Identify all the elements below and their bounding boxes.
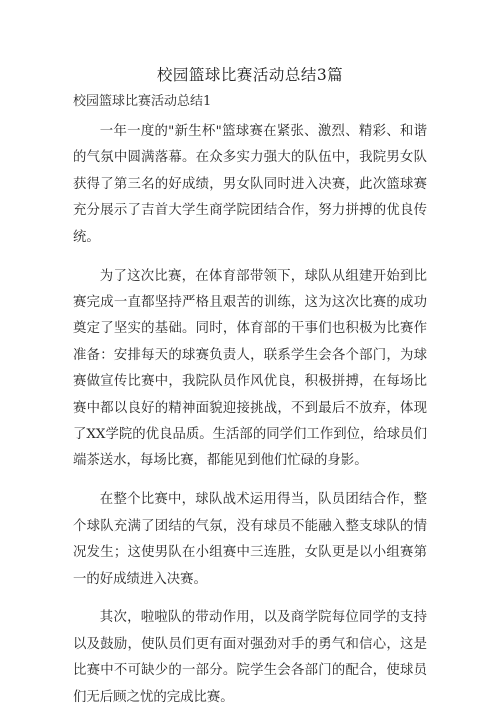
paragraph-2: 为了这次比赛，在体育部带领下，球队从组建开始到比赛完成一直都坚持严格且艰苦的训练，这为这次比赛的成功奠定了坚实的基础。同时，体育部的干事们也积极为比赛作准备：安排每天的球赛负责人，联系学生会各个部门，为球赛做宣传比赛中，我院队员作风优良，积极拼搏，在每场比赛中都以良好的精神面貌迎接挑战，不到最后不放弃，体现了XX学院的优良品质。生活部的同学们工作到位，给球员们端茶送水，每场比赛，都能见到他们忙碌的身影。 [73, 268, 427, 469]
paragraph-1: 一年一度的"新生杯"篮球赛在紧张、激烈、精彩、和谐的气氛中圆满落幕。在众多实力强大的队伍中，我院男女队获得了第三名的好成绩，男女队同时进入决赛，此次篮球赛充分展示了吉首大学生商学院团结合作，努力拼搏的优良传统。 [73, 124, 427, 245]
document-title: 校园篮球比赛活动总结3篇 [156, 66, 344, 84]
section-heading: 校园篮球比赛活动总结1 [73, 94, 212, 109]
document-body [73, 119, 427, 724]
paragraph-4: 其次，啦啦队的带动作用，以及商学院每位同学的支持以及鼓励，使队员们更有面对强劲对手的勇气和信心，这是比赛中不可缺少的一部分。院学生会各部门的配合，使球员们无后顾之忧的完成比赛。 [73, 610, 427, 705]
paragraph-3: 在整个比赛中，球队战术运用得当，队员团结合作，整个球队充满了团结的气氛，没有球员不能融入整支球队的情况发生；这使男队在小组赛中三连胜，女队更是以小组赛第一的好成绩进入决赛。 [73, 492, 427, 587]
